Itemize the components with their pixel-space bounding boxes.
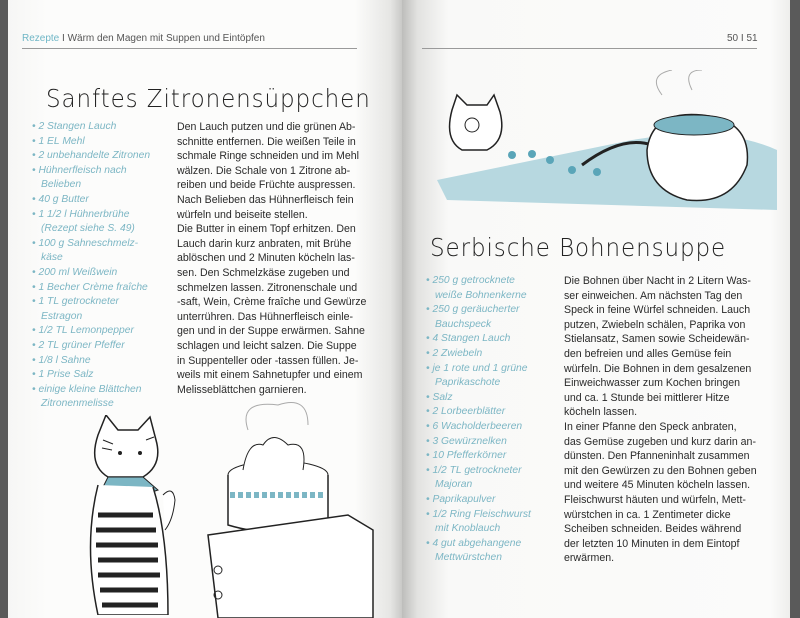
- running-header: [22, 33, 265, 44]
- instruction-line: Speck in feine Würfel schneiden. Lauch: [564, 304, 751, 317]
- ingredient-line: Mettwürstchen: [435, 552, 502, 564]
- ingredient-line: mit Knoblauch: [435, 523, 501, 535]
- ingredient-line: • 1 Prise Salz: [32, 369, 94, 381]
- ingredient-line: • 2 unbehandelte Zitronen: [32, 150, 151, 162]
- ingredient-line: • 2 Zwiebeln: [426, 347, 483, 359]
- ingredient-line: • einige kleine Blättchen: [32, 383, 142, 395]
- instructions: [177, 120, 366, 397]
- instruction-line: wälzen. Die Schale von 1 Zitrone ab-: [177, 164, 351, 177]
- instruction-line: köcheln lassen.: [564, 406, 638, 419]
- ingredient-line: • 2 TL grüner Pfeffer: [32, 339, 125, 351]
- ingredient-line: • 6 Wacholderbeeren: [426, 420, 523, 432]
- instruction-line: Fleischwurst häuten und würfeln, Mett-: [564, 493, 746, 506]
- instruction-line: ablöschen und 2 Minuten köcheln las-: [177, 252, 355, 265]
- instruction-line: ser einweichen. Am nächsten Tag den: [564, 289, 743, 302]
- ingredient-line: • 10 Pfefferkörner: [426, 450, 507, 462]
- ingredient-line: Belieben: [41, 179, 82, 191]
- instruction-line: schmale Ringe schneiden und im Mehl: [177, 150, 359, 163]
- ingredient-line: • 2 Lorbeerblätter: [426, 406, 506, 418]
- ingredient-line: • 1 Becher Crème fraîche: [32, 281, 148, 293]
- ingredient-line: • 250 g geräucherter: [426, 304, 520, 316]
- instruction-line: schnitte entfernen. Die weißen Teile in: [177, 135, 356, 148]
- ingredient-line: (Rezept siehe S. 49): [41, 223, 135, 235]
- chapter-label: Wärm den Magen mit Suppen und Eintöpfen: [67, 33, 265, 44]
- instruction-line: putzen, Zwiebeln schälen, Paprika von: [564, 318, 746, 331]
- ingredient-line: • 2 Stangen Lauch: [32, 121, 117, 132]
- instruction-line: dünsten. Den Pfanneninhalt zusammen: [564, 450, 750, 463]
- instruction-line: weils mit einem Sahnetupfer und einem: [177, 369, 363, 382]
- instruction-line: der letzten 10 Minuten in dem Eintopf: [564, 537, 740, 550]
- ingredient-line: • 1 EL Mehl: [32, 135, 85, 147]
- ingredient-line: • 250 g getrocknete: [426, 275, 515, 286]
- ingredient-line: Estragon: [41, 310, 83, 322]
- instruction-line: erwärmen.: [564, 552, 615, 565]
- instruction-line: sen. Den Schmelzkäse zugeben und: [177, 266, 350, 279]
- instruction-line: schlagen und leicht salzen. Die Suppe: [177, 339, 357, 352]
- instruction-line: würstchen in ca. 1 Zentimeter dicke: [564, 508, 731, 521]
- ingredient-line: • 1/2 TL Lemonpepper: [32, 325, 134, 337]
- instruction-line: Die Bohnen über Nacht in 2 Litern Was-: [564, 275, 751, 287]
- ingredient-line: • Salz: [426, 391, 453, 403]
- ingredient-line: • 4 Stangen Lauch: [426, 333, 511, 345]
- ingredient-line: • Hühnerfleisch nach: [32, 164, 127, 176]
- recipe-title: Serbische Bohnensuppe: [430, 233, 727, 262]
- instruction-line: mit den Gewürzen zu den Bohnen geben: [564, 464, 757, 477]
- instruction-line: -saft, Wein, Crème fraîche und Gewürze: [177, 296, 367, 309]
- ingredient-line: • 40 g Butter: [32, 193, 89, 205]
- instruction-line: in Suppenteller oder -tassen füllen. Je-: [177, 354, 359, 367]
- instruction-line: das Gemüse zugeben und kurz darin an-: [564, 435, 756, 448]
- ingredient-list: [426, 274, 531, 566]
- separator: I: [59, 33, 68, 44]
- right-page: [402, 0, 790, 618]
- ingredient-line: • 1/2 TL getrockneter: [426, 464, 522, 476]
- left-page: [8, 0, 402, 618]
- instruction-line: und weitere 45 Minuten köcheln lassen.: [564, 479, 751, 492]
- instruction-line: Den Lauch putzen und die grünen Ab-: [177, 121, 356, 133]
- instruction-line: Lauch darin kurz anbraten, mit Brühe: [177, 237, 352, 250]
- instruction-line: den befreien und alles Gemüse fein: [564, 347, 732, 360]
- pot-illustration: [198, 400, 378, 618]
- ingredient-line: Zitronenmelisse: [41, 398, 114, 410]
- instructions: [564, 274, 757, 566]
- instruction-line: gen und in der Suppe erwärmen. Sahne: [177, 325, 365, 338]
- cat-illustration: [68, 415, 188, 615]
- ingredient-line: • 100 g Sahneschmelz-: [32, 237, 139, 249]
- instruction-line: unterrühren. Das Hühnerfleisch einle-: [177, 310, 354, 323]
- ingredient-line: • 1/2 Ring Fleischwurst: [426, 508, 531, 520]
- instruction-line: Scheiben schneiden. Beides während: [564, 523, 742, 536]
- ingredient-line: • 1/8 l Sahne: [32, 354, 91, 366]
- cats-and-pot-illustration: [432, 70, 782, 220]
- header-rule: [422, 48, 757, 49]
- instruction-line: schmelzen lassen. Zitronenschale und: [177, 281, 358, 294]
- ingredient-line: käse: [41, 252, 63, 264]
- instruction-line: Einweichwasser zum Kochen bringen: [564, 377, 741, 390]
- instruction-line: würfeln und beiseite stellen.: [177, 208, 308, 221]
- ingredient-line: • je 1 rote und 1 grüne: [426, 362, 528, 374]
- instruction-line: Stielansatz, Samen sowie Scheidewän-: [564, 333, 750, 346]
- ingredient-line: • 3 Gewürznelken: [426, 435, 507, 447]
- instruction-line: würfeln. Die Bohnen in dem gesalzenen: [564, 362, 752, 375]
- ingredient-line: • Paprikapulver: [426, 493, 496, 505]
- instruction-line: Melisseblättchen garnieren.: [177, 383, 307, 396]
- ingredient-line: • 4 gut abgehangene: [426, 537, 522, 549]
- page-numbers: 50 I 51: [727, 33, 758, 44]
- instruction-line: Die Butter in einem Topf erhitzen. Den: [177, 223, 356, 236]
- ingredient-list: [32, 120, 150, 412]
- instruction-line: reiben und beide Früchte auspressen.: [177, 179, 356, 192]
- recipe-title: Sanftes Zitronensüppchen: [46, 84, 371, 113]
- ingredient-line: weiße Bohnenkerne: [435, 289, 527, 301]
- ingredient-line: • 200 ml Weißwein: [32, 266, 118, 278]
- ingredient-line: Paprikaschote: [435, 377, 501, 389]
- instruction-line: Nach Belieben das Hühnerfleisch fein: [177, 193, 354, 206]
- ingredient-line: Bauchspeck: [435, 318, 492, 330]
- ingredient-line: • 1 1/2 l Hühnerbrühe: [32, 208, 130, 220]
- ingredient-line: Majoran: [435, 479, 473, 491]
- header-rule: [22, 48, 357, 49]
- instruction-line: In einer Pfanne den Speck anbraten,: [564, 420, 737, 433]
- ingredient-line: • 1 TL getrockneter: [32, 296, 119, 308]
- section-label: Rezepte: [22, 33, 60, 44]
- instruction-line: und ca. 1 Stunde bei mittlerer Hitze: [564, 391, 730, 404]
